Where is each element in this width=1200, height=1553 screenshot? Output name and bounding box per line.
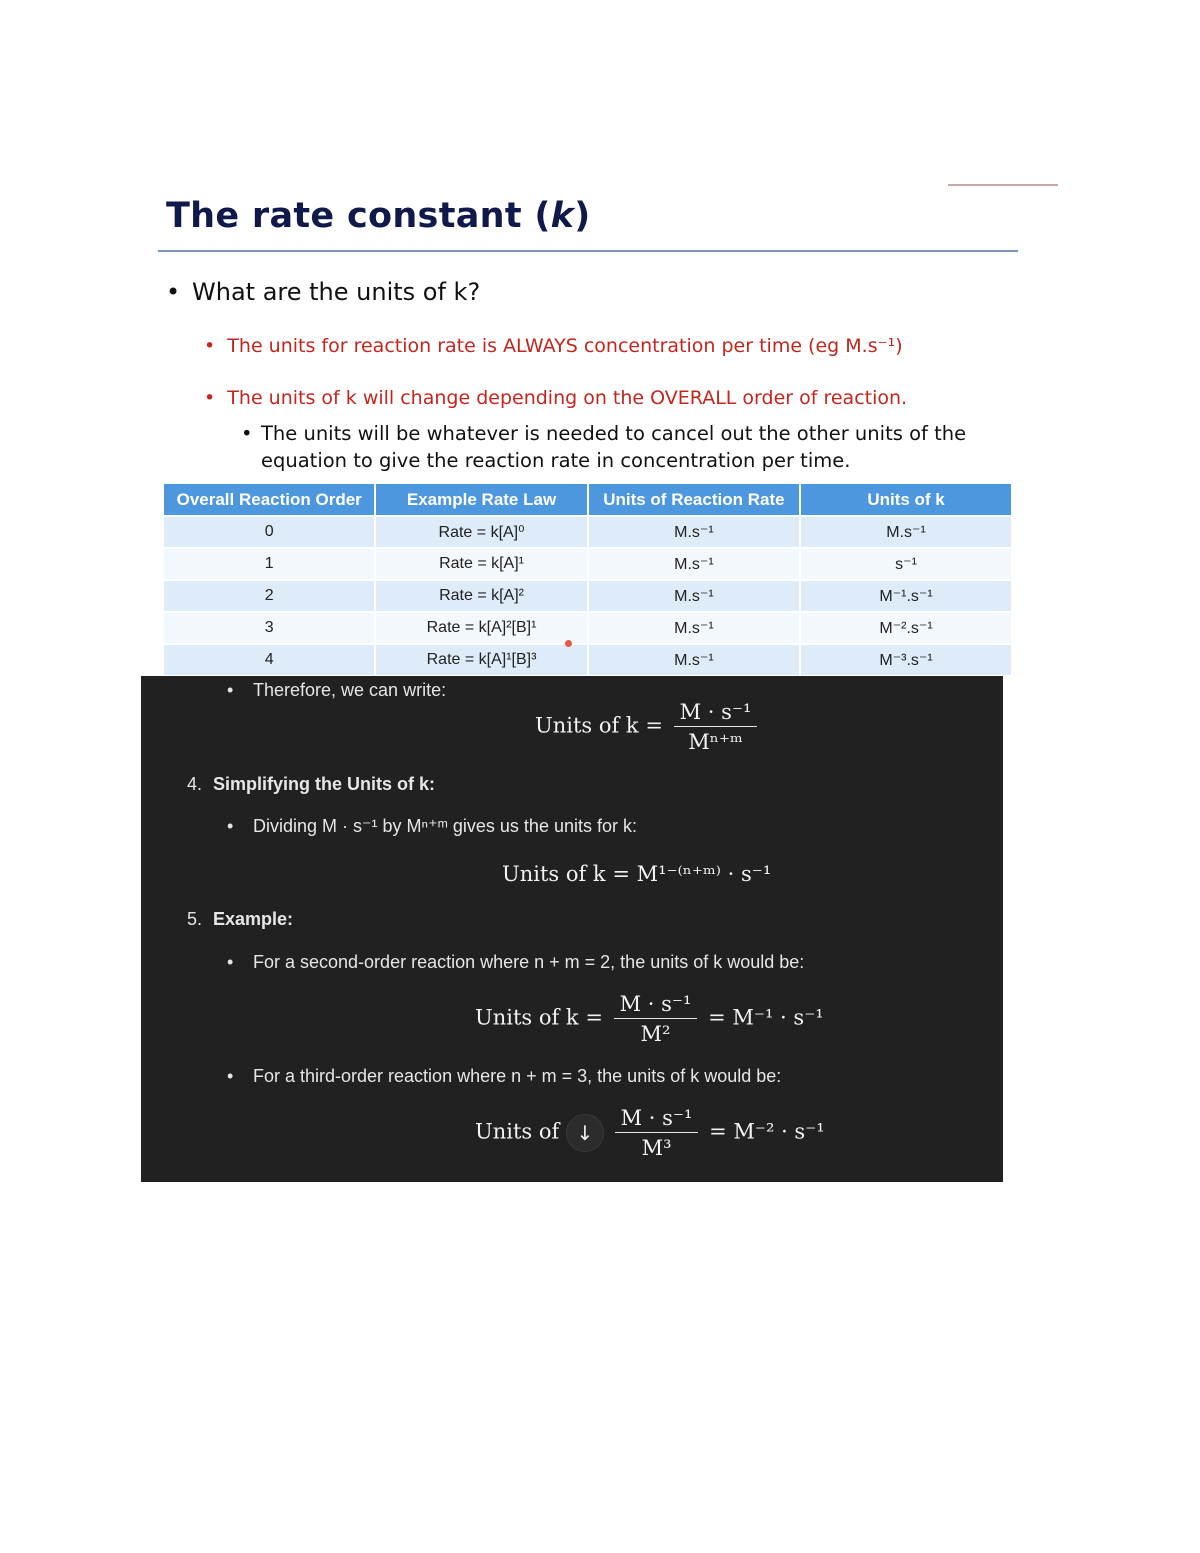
table-cell: Rate = k[A]² [375, 580, 587, 612]
table-row [164, 516, 1012, 548]
equation-second-order: Units of k = $\frac{\text{M · s⁻¹}}{\text{M²}}$ = M⁻¹ · s⁻¹ [475, 992, 824, 1046]
table-header-row [164, 484, 1012, 516]
second-order-bullet: • For a second-order reaction where n + m = 2, the units of k would be: [227, 952, 805, 972]
table-cell: Rate = k[A]¹ [375, 548, 587, 580]
table-header: Example Rate Law [375, 484, 587, 516]
table-row [164, 580, 1012, 612]
table-cell: M.s⁻¹ [800, 516, 1012, 548]
table-cell: M.s⁻¹ [588, 644, 800, 675]
arrow-down-icon[interactable]: ↓ [566, 1114, 604, 1152]
dividing-bullet: • Dividing M · s⁻¹ by Mⁿ⁺ᵐ gives us the units for k: [227, 816, 637, 836]
step-4-heading: 4. Simplifying the Units of k: [187, 774, 436, 794]
table-cell: 2 [164, 580, 375, 612]
table-cell: M⁻².s⁻¹ [800, 612, 1012, 644]
table-cell: Rate = k[A]⁰ [375, 516, 587, 548]
table-header: Overall Reaction Order [164, 484, 375, 516]
table-cell: s⁻¹ [800, 548, 1012, 580]
table-header: Units of Reaction Rate [588, 484, 800, 516]
table-cell: Rate = k[A]²[B]¹ [375, 612, 587, 644]
order-units-bullet: • The units of k will change depending on the OVERALL order of reaction. [204, 387, 908, 409]
table-row [164, 612, 1012, 644]
table-cell: M⁻³.s⁻¹ [800, 644, 1012, 675]
table-cell: 3 [164, 612, 375, 644]
units-table [164, 484, 1013, 675]
table-row [164, 548, 1012, 580]
equation-third-order: Units of ↓ $\frac{\text{M · s⁻¹}}{\text{M³}}$ = M⁻² · s⁻¹ [475, 1106, 825, 1160]
equation-units-k: Units of k = $\frac{\text{M · s⁻¹}}{\text{Mⁿ⁺ᵐ}}$ [535, 700, 761, 754]
slide-title: The rate constant (k) [166, 196, 591, 236]
third-order-bullet: • For a third-order reaction where n + m = 3, the units of k would be: [227, 1066, 782, 1086]
step-5-heading: 5. Example: [187, 909, 294, 929]
table-cell: 1 [164, 548, 375, 580]
table-cell: M.s⁻¹ [588, 548, 800, 580]
pointer-dot [565, 640, 572, 647]
table-cell: 4 [164, 644, 375, 675]
table-cell: M.s⁻¹ [588, 580, 800, 612]
rate-units-bullet: • The units for reaction rate is ALWAYS concentration per time (eg M.s⁻¹) [204, 335, 903, 357]
table-row [164, 644, 1012, 675]
title-divider [158, 250, 1018, 252]
table-cell: Rate = k[A]¹[B]³ [375, 644, 587, 675]
table-cell: M⁻¹.s⁻¹ [800, 580, 1012, 612]
table-cell: 0 [164, 516, 375, 548]
chat-response-panel [141, 676, 1003, 1182]
equation-simplified: Units of k = M¹⁻⁽ⁿ⁺ᵐ⁾ · s⁻¹ [502, 862, 772, 886]
therefore-bullet: • Therefore, we can write: [227, 680, 447, 700]
decorative-line [948, 184, 1058, 186]
cancel-units-bullet: • The units will be whatever is needed to cancel out the other units of the equation to give the reaction rate in concentration per time. [241, 422, 967, 472]
table-cell: M.s⁻¹ [588, 516, 800, 548]
table-cell: M.s⁻¹ [588, 612, 800, 644]
table-header: Units of k [800, 484, 1012, 516]
question-bullet: • What are the units of k? [166, 278, 481, 306]
